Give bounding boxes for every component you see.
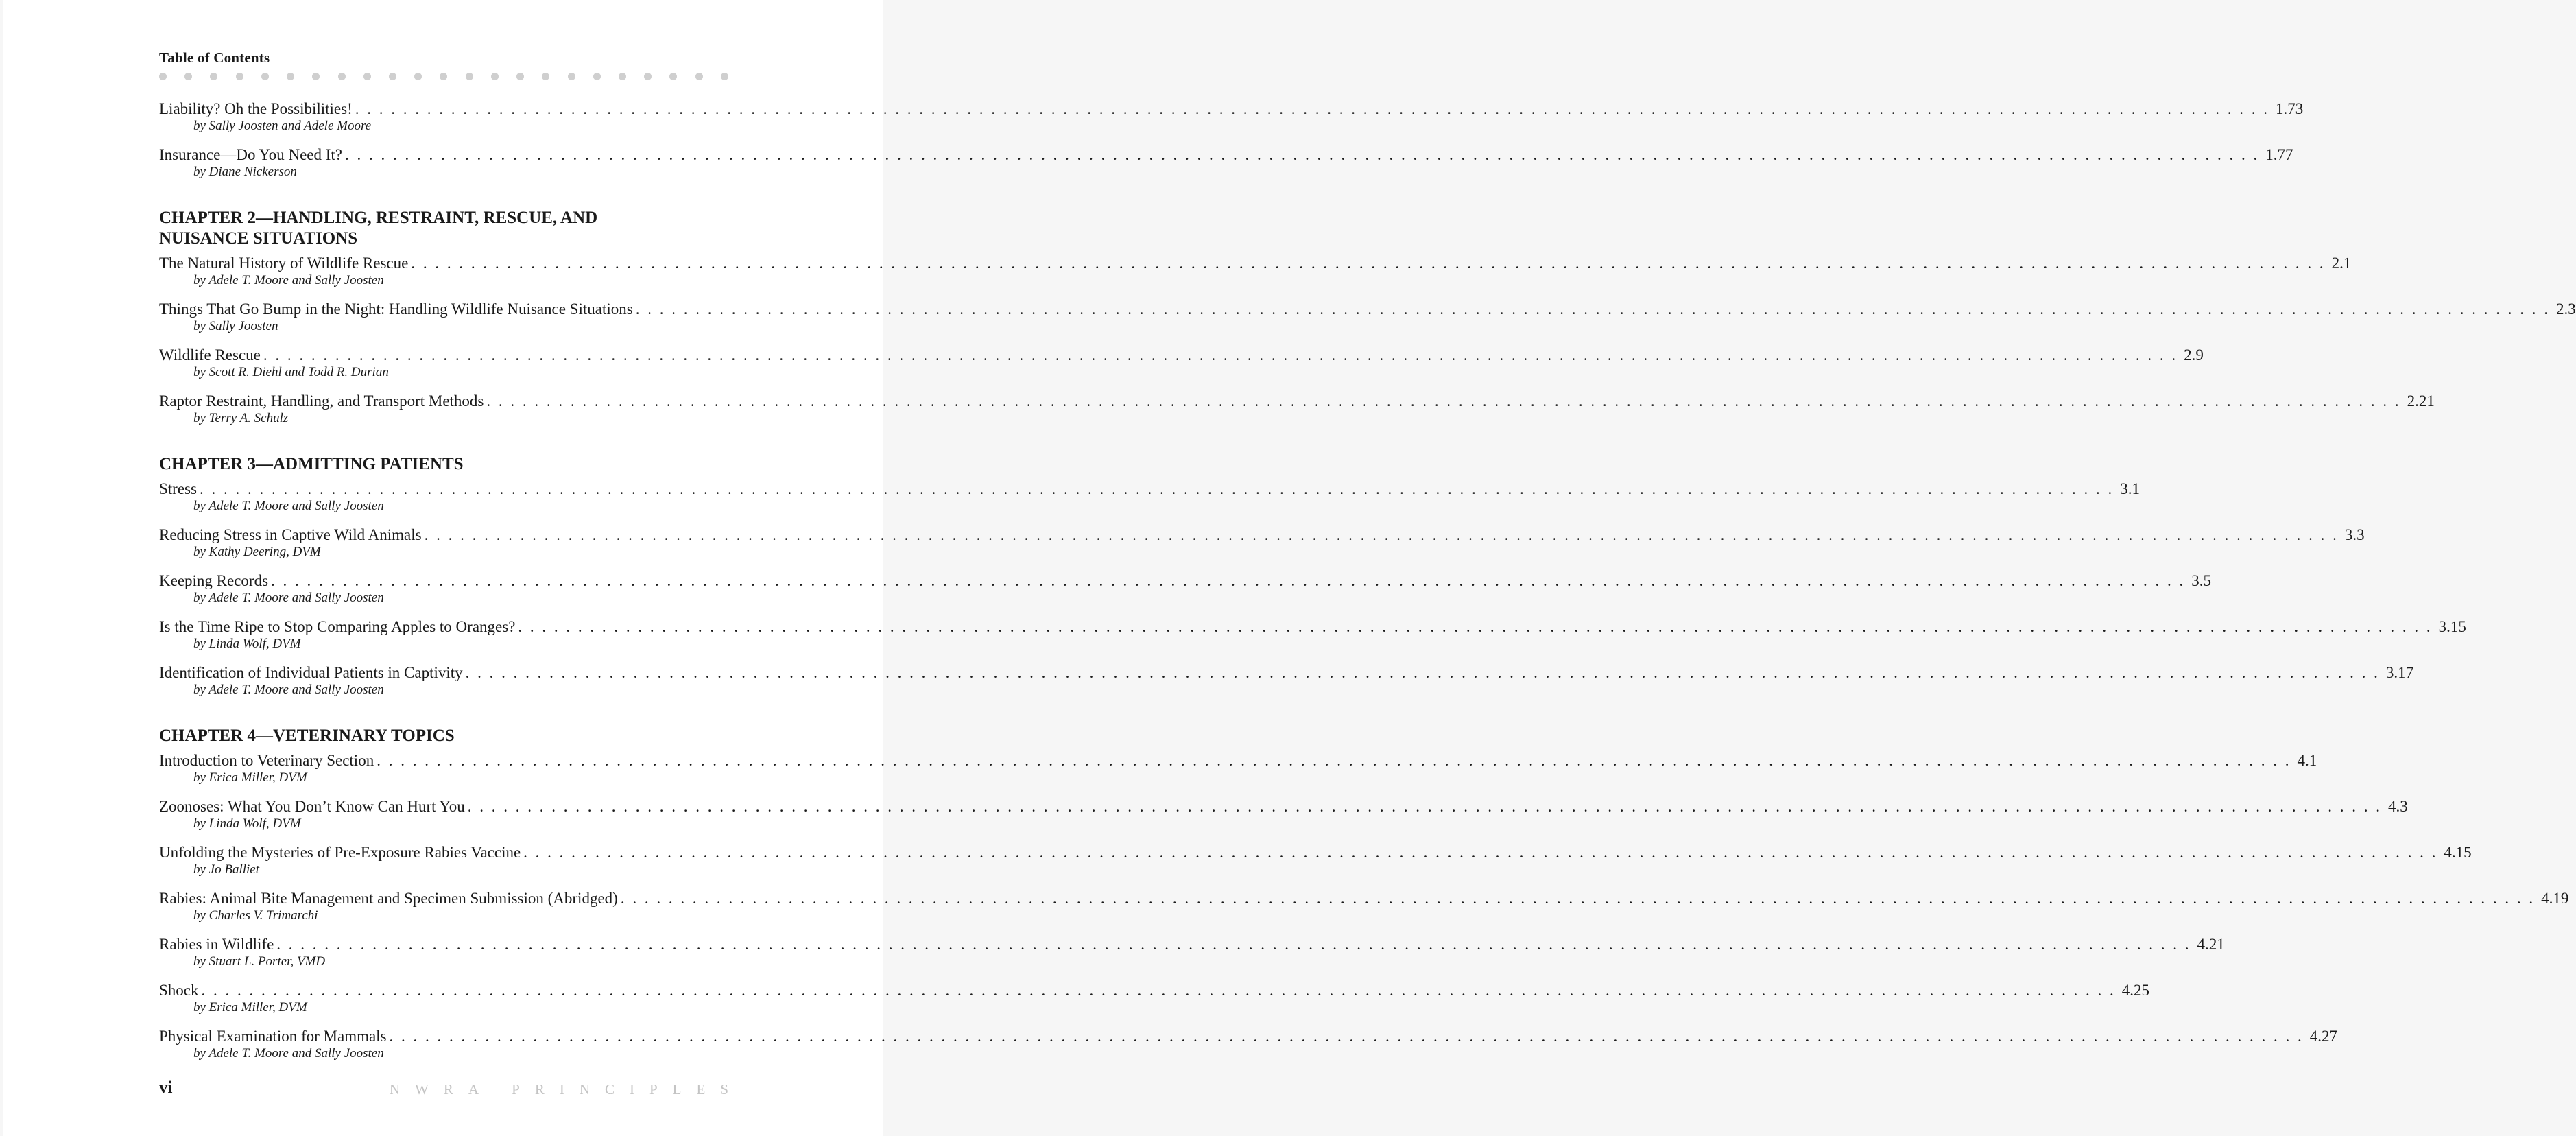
page-folio: vi (159, 1078, 173, 1097)
rule-dot (414, 73, 422, 80)
toc-entry[interactable] (159, 392, 2435, 427)
entry-author: by Erica Miller, DVM (193, 1000, 307, 1015)
entry-title: Raptor Restraint, Handling, and Transport Methods (159, 392, 484, 410)
dot-leader: . . . . . . . . . . . . . . . . . . . . . . . . . . . . . . . . . . . . . . . . . . . . . . . . . . . . . . . . . . . . . . . . . . . . . . . . . . . . . . . . . . . . . . . . . . . . . . . . . . . . . . . . . . . . . . . . . . . . . . . . . . . . . . . . . . . . . . . . . . . . . . . . . . . . . . . . . . . . . . . . (620, 890, 2536, 907)
entry-page-number: 4.15 (2444, 844, 2472, 861)
toc-entry-line (159, 664, 2414, 682)
dot-leader: . . . . . . . . . . . . . . . . . . . . . . . . . . . . . . . . . . . . . . . . . . . . . . . . . . . . . . . . . . . . . . . . . . . . . . . . . . . . . . . . . . . . . . . . . . . . . . . . . . . . . . . . . . . . . . . . . . . . . . . . . . . . . . . . . . . . . . . . . . . . . . . . . . . . . . . . . . . . . . . . (523, 844, 2438, 861)
rule-dot (721, 73, 728, 80)
dot-leader: . . . . . . . . . . . . . . . . . . . . . . . . . . . . . . . . . . . . . . . . . . . . . . . . . . . . . . . . . . . . . . . . . . . . . . . . . . . . . . . . . . . . . . . . . . . . . . . . . . . . . . . . . . . . . . . . . . . . . . . . . . . . . . . . . . . . . . . . . . . . . . . . . . . . . . . . . . . . . . . . (424, 526, 2339, 543)
toc-entry-line (159, 346, 2204, 364)
entry-page-number: 2.9 (2184, 346, 2204, 364)
entry-author: by Adele T. Moore and Sally Joosten (193, 683, 384, 697)
entry-title: Is the Time Ripe to Stop Comparing Apples to Oranges? (159, 618, 516, 635)
entry-title: Zoonoses: What You Don’t Know Can Hurt You (159, 798, 465, 815)
entry-title: Liability? Oh the Possibilities! (159, 100, 353, 117)
toc-entry-line (159, 982, 2149, 999)
toc-entry-line (159, 146, 2293, 164)
dot-leader: . . . . . . . . . . . . . . . . . . . . . . . . . . . . . . . . . . . . . . . . . . . . . . . . . . . . . . . . . . . . . . . . . . . . . . . . . . . . . . . . . . . . . . . . . . . . . . . . . . . . . . . . . . . . . . . . . . . . . . . . . . . . . . . . . . . . . . . . . . . . . . . . . . . . . . . . . . . . . . . . (201, 982, 2116, 999)
entry-title: Wildlife Rescue (159, 346, 261, 364)
rule-dot (440, 73, 447, 80)
entry-title: The Natural History of Wildlife Rescue (159, 255, 409, 272)
entry-title: Keeping Records (159, 572, 269, 589)
toc-entry[interactable] (159, 346, 2204, 381)
dot-leader: . . . . . . . . . . . . . . . . . . . . . . . . . . . . . . . . . . . . . . . . . . . . . . . . . . . . . . . . . . . . . . . . . . . . . . . . . . . . . . . . . . . . . . . . . . . . . . . . . . . . . . . . . . . . . . . . . . . . . . . . . . . . . . . . . . . . . . . . . . . . . . . . . . . . . . . . . . . . . . . . (635, 300, 2550, 318)
rule-dot (466, 73, 473, 80)
entry-page-number: 4.25 (2121, 982, 2149, 999)
toc-entry[interactable] (159, 798, 2408, 832)
toc-entry[interactable] (159, 936, 2225, 970)
toc-entry-line (159, 890, 2569, 908)
rule-dot (312, 73, 320, 80)
rule-dot (644, 73, 652, 80)
toc-entry[interactable] (159, 255, 2352, 289)
rule-dot (363, 73, 371, 80)
toc-entry-line (159, 572, 2212, 590)
entry-page-number: 4.21 (2197, 936, 2225, 953)
toc-entry-line (159, 844, 2472, 862)
entry-page-number: 2.3 (2555, 300, 2576, 318)
entry-page-number: 4.1 (2297, 752, 2317, 769)
entry-page-number: 2.21 (2407, 392, 2435, 410)
dot-leader: . . . . . . . . . . . . . . . . . . . . . . . . . . . . . . . . . . . . . . . . . . . . . . . . . . . . . . . . . . . . . . . . . . . . . . . . . . . . . . . . . . . . . . . . . . . . . . . . . . . . . . . . . . . . . . . . . . . . . . . . . . . . . . . . . . . . . . . . . . . . . . . . . . . . . . . . . . . . . . . . (467, 798, 2383, 815)
toc-entry[interactable] (159, 752, 2317, 786)
entry-author: by Scott R. Diehl and Todd R. Durian (193, 365, 389, 379)
rule-dot (568, 73, 575, 80)
entry-title: Stress (159, 480, 197, 497)
toc-entry-line (159, 392, 2435, 410)
chapter-heading: CHAPTER 2—HANDLING, RESTRAINT, RESCUE, AND NUISANCE SITUATIONS (159, 209, 598, 248)
toc-entry-line (159, 618, 2466, 636)
entry-title: Things That Go Bump in the Night: Handling Wildlife Nuisance Situations (159, 300, 633, 318)
entry-author: by Charles V. Trimarchi (193, 908, 318, 923)
entry-author: by Diane Nickerson (193, 165, 297, 179)
rule-dot (669, 73, 677, 80)
entry-author: by Terry A. Schulz (193, 411, 289, 425)
entry-page-number: 3.1 (2120, 480, 2140, 497)
rule-dot (516, 73, 524, 80)
rule-dot (338, 73, 346, 80)
toc-entry[interactable] (159, 1028, 2338, 1062)
dot-leader: . . . . . . . . . . . . . . . . . . . . . . . . . . . . . . . . . . . . . . . . . . . . . . . . . . . . . . . . . . . . . . . . . . . . . . . . . . . . . . . . . . . . . . . . . . . . . . . . . . . . . . . . . . . . . . . . . . . . . . . . . . . . . . . . . . . . . . . . . . . . . . . . . . . . . . . . . . . . . . . . (345, 146, 2260, 163)
document-page (3, 0, 2576, 1136)
rule-dot (619, 73, 626, 80)
entry-author: by Linda Wolf, DVM (193, 816, 301, 831)
rule-dot (491, 73, 499, 80)
page-footer (159, 1078, 743, 1099)
toc-entry[interactable] (159, 890, 2569, 924)
entry-page-number: 3.3 (2344, 526, 2365, 543)
entry-title: Introduction to Veterinary Section (159, 752, 374, 769)
toc-entry-line (159, 100, 2304, 118)
entry-title: Identification of Individual Patients in Captivity (159, 664, 463, 681)
entry-page-number: 3.15 (2438, 618, 2466, 635)
entry-title: Unfolding the Mysteries of Pre-Exposure Rabies Vaccine (159, 844, 521, 861)
toc-entry[interactable] (159, 146, 2293, 180)
entry-author: by Kathy Deering, DVM (193, 545, 321, 559)
toc-entry-line (159, 752, 2317, 770)
toc-entry[interactable] (159, 100, 2304, 134)
dot-leader: . . . . . . . . . . . . . . . . . . . . . . . . . . . . . . . . . . . . . . . . . . . . . . . . . . . . . . . . . . . . . . . . . . . . . . . . . . . . . . . . . . . . . . . . . . . . . . . . . . . . . . . . . . . . . . . . . . . . . . . . . . . . . . . . . . . . . . . . . . . . . . . . . . . . . . . . . . . . . . . . (271, 572, 2186, 589)
dot-leader: . . . . . . . . . . . . . . . . . . . . . . . . . . . . . . . . . . . . . . . . . . . . . . . . . . . . . . . . . . . . . . . . . . . . . . . . . . . . . . . . . . . . . . . . . . . . . . . . . . . . . . . . . . . . . . . . . . . . . . . . . . . . . . . . . . . . . . . . . . . . . . . . . . . . . . . . . . . . . . . . (486, 392, 2401, 410)
rule-dot (210, 73, 217, 80)
toc-entry[interactable] (159, 982, 2149, 1016)
toc-entry-line (159, 480, 2140, 498)
dot-leader: . . . . . . . . . . . . . . . . . . . . . . . . . . . . . . . . . . . . . . . . . . . . . . . . . . . . . . . . . . . . . . . . . . . . . . . . . . . . . . . . . . . . . . . . . . . . . . . . . . . . . . . . . . . . . . . . . . . . . . . . . . . . . . . . . . . . . . . . . . . . . . . . . . . . . . . . . . . . . . . . (377, 752, 2291, 769)
rule-dot (159, 73, 167, 80)
toc-entry-line (159, 798, 2408, 816)
toc-entry-line (159, 300, 2576, 318)
rule-dot (236, 73, 243, 80)
dot-leader: . . . . . . . . . . . . . . . . . . . . . . . . . . . . . . . . . . . . . . . . . . . . . . . . . . . . . . . . . . . . . . . . . . . . . . . . . . . . . . . . . . . . . . . . . . . . . . . . . . . . . . . . . . . . . . . . . . . . . . . . . . . . . . . . . . . . . . . . . . . . . . . . . . . . . . . . . . . . . . . . (465, 664, 2380, 681)
toc-entry-line (159, 526, 2365, 544)
entry-page-number: 4.27 (2309, 1028, 2338, 1045)
entry-title: Rabies: Animal Bite Management and Specimen Submission (Abridged) (159, 890, 618, 907)
entry-author: by Adele T. Moore and Sally Joosten (193, 1046, 384, 1061)
toc-entry[interactable] (159, 664, 2414, 698)
entry-author: by Adele T. Moore and Sally Joosten (193, 499, 384, 513)
dot-leader: . . . . . . . . . . . . . . . . . . . . . . . . . . . . . . . . . . . . . . . . . . . . . . . . . . . . . . . . . . . . . . . . . . . . . . . . . . . . . . . . . . . . . . . . . . . . . . . . . . . . . . . . . . . . . . . . . . . . . . . . . . . . . . . . . . . . . . . . . . . . . . . . . . . . . . . . . . . . . . . . (389, 1028, 2304, 1045)
rule-dot (261, 73, 269, 80)
rule-dot (389, 73, 396, 80)
entry-page-number: 3.17 (2385, 664, 2414, 681)
rule-dot (287, 73, 294, 80)
toc-entry-line (159, 1028, 2338, 1045)
toc-list (159, 100, 2576, 1074)
dot-leader: . . . . . . . . . . . . . . . . . . . . . . . . . . . . . . . . . . . . . . . . . . . . . . . . . . . . . . . . . . . . . . . . . . . . . . . . . . . . . . . . . . . . . . . . . . . . . . . . . . . . . . . . . . . . . . . . . . . . . . . . . . . . . . . . . . . . . . . . . . . . . . . . . . . . . . . . . . . . . . . . (518, 618, 2433, 635)
entry-author: by Sally Joosten (193, 319, 278, 333)
rule-dot (695, 73, 703, 80)
entry-author: by Adele T. Moore and Sally Joosten (193, 591, 384, 605)
entry-title: Insurance—Do You Need It? (159, 146, 342, 163)
entry-author: by Erica Miller, DVM (193, 770, 307, 785)
entry-title: Reducing Stress in Captive Wild Animals (159, 526, 422, 543)
entry-page-number: 1.73 (2275, 100, 2304, 117)
chapter-heading: CHAPTER 4—VETERINARY TOPICS (159, 726, 455, 745)
toc-entry[interactable] (159, 572, 2212, 606)
toc-entry[interactable] (159, 618, 2466, 652)
entry-page-number: 1.77 (2265, 146, 2293, 163)
dot-leader: . . . . . . . . . . . . . . . . . . . . . . . . . . . . . . . . . . . . . . . . . . . . . . . . . . . . . . . . . . . . . . . . . . . . . . . . . . . . . . . . . . . . . . . . . . . . . . . . . . . . . . . . . . . . . . . . . . . . . . . . . . . . . . . . . . . . . . . . . . . . . . . . . . . . . . . . . . . . . . . . (199, 480, 2114, 497)
entry-author: by Jo Balliet (193, 862, 260, 877)
dot-leader: . . . . . . . . . . . . . . . . . . . . . . . . . . . . . . . . . . . . . . . . . . . . . . . . . . . . . . . . . . . . . . . . . . . . . . . . . . . . . . . . . . . . . . . . . . . . . . . . . . . . . . . . . . . . . . . . . . . . . . . . . . . . . . . . . . . . . . . . . . . . . . . . . . . . . . . . . . . . . . . . (355, 100, 2269, 117)
entry-author: by Stuart L. Porter, VMD (193, 954, 326, 969)
running-title: NWRA PRINCIPLES (389, 1081, 743, 1098)
dot-leader: . . . . . . . . . . . . . . . . . . . . . . . . . . . . . . . . . . . . . . . . . . . . . . . . . . . . . . . . . . . . . . . . . . . . . . . . . . . . . . . . . . . . . . . . . . . . . . . . . . . . . . . . . . . . . . . . . . . . . . . . . . . . . . . . . . . . . . . . . . . . . . . . . . . . . . . . . . . . . . . . (276, 936, 2191, 953)
rule-dot (542, 73, 549, 80)
toc-entry[interactable] (159, 300, 2576, 335)
entry-author: by Linda Wolf, DVM (193, 637, 301, 651)
dot-leader: . . . . . . . . . . . . . . . . . . . . . . . . . . . . . . . . . . . . . . . . . . . . . . . . . . . . . . . . . . . . . . . . . . . . . . . . . . . . . . . . . . . . . . . . . . . . . . . . . . . . . . . . . . . . . . . . . . . . . . . . . . . . . . . . . . . . . . . . . . . . . . . . . . . . . . . . . . . . . . . . (411, 255, 2326, 272)
entry-title: Physical Examination for Mammals (159, 1028, 387, 1045)
entry-title: Rabies in Wildlife (159, 936, 274, 953)
toc-entry-line (159, 936, 2225, 954)
page-title: Table of Contents (159, 49, 270, 66)
entry-title: Shock (159, 982, 199, 999)
dotted-rule (159, 72, 728, 80)
chapter-heading: CHAPTER 3—ADMITTING PATIENTS (159, 455, 464, 473)
toc-entry[interactable] (159, 526, 2365, 560)
entry-page-number: 3.5 (2191, 572, 2212, 589)
entry-author: by Sally Joosten and Adele Moore (193, 119, 372, 133)
entry-page-number: 4.3 (2388, 798, 2408, 815)
entry-page-number: 4.19 (2541, 890, 2569, 907)
rule-dot (593, 73, 601, 80)
rule-dot (184, 73, 192, 80)
entry-author: by Adele T. Moore and Sally Joosten (193, 273, 384, 287)
entry-page-number: 2.1 (2331, 255, 2352, 272)
toc-entry[interactable] (159, 844, 2472, 878)
toc-entry-line (159, 255, 2352, 272)
dot-leader: . . . . . . . . . . . . . . . . . . . . . . . . . . . . . . . . . . . . . . . . . . . . . . . . . . . . . . . . . . . . . . . . . . . . . . . . . . . . . . . . . . . . . . . . . . . . . . . . . . . . . . . . . . . . . . . . . . . . . . . . . . . . . . . . . . . . . . . . . . . . . . . . . . . . . . . . . . . . . . . . (263, 346, 2178, 364)
toc-entry[interactable] (159, 480, 2140, 514)
